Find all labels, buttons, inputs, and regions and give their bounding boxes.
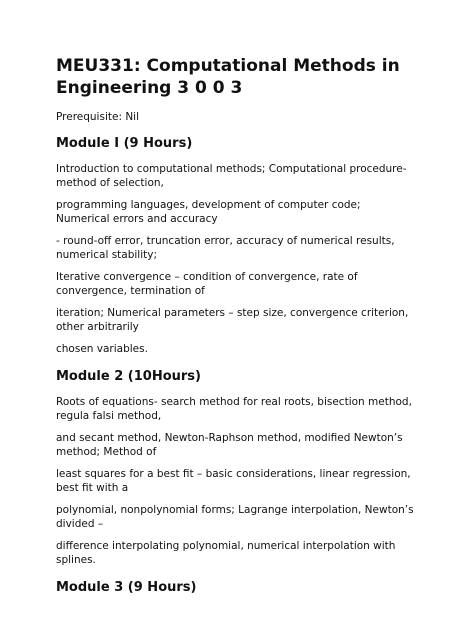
- module-paragraph: difference interpolating polynomial, numerical interpolation with splines.: [56, 540, 396, 566]
- module-paragraph: - round-off error, truncation error, accuracy of numerical results, numerical stability;: [56, 235, 395, 261]
- module-paragraph: polynomial, nonpolynomial forms; Lagrange interpolation, Newton’s divided –: [56, 504, 414, 530]
- module-paragraph: Roots of equations- search method for real roots, bisection method, regula falsi method,: [56, 396, 412, 422]
- module-paragraph: Introduction to computational methods; Computational procedure-method of selection,: [56, 163, 407, 189]
- module-heading: Module I (9 Hours): [56, 136, 193, 151]
- prerequisite-text: Prerequisite: Nil: [56, 111, 140, 123]
- module-paragraph: and secant method, Newton-Raphson method, modified Newton’s method; Method of: [56, 432, 403, 458]
- module-paragraph: programming languages, development of computer code; Numerical errors and accuracy: [56, 199, 361, 225]
- module-3: [56, 579, 416, 596]
- module-paragraph: iteration; Numerical parameters – step size, convergence criterion, other arbitrarily: [56, 307, 409, 333]
- module-paragraph: Iterative convergence – condition of convergence, rate of convergence, termination of: [56, 271, 358, 297]
- document-title: MEU331: Computational Methods in Engineering 3 0 0 3: [56, 56, 400, 98]
- module-1: [56, 135, 416, 356]
- module-paragraph: least squares for a best fit – basic considerations, linear regression, best fit with a: [56, 468, 411, 494]
- document-page: [56, 55, 416, 608]
- module-2: [56, 368, 416, 567]
- module-heading: Module 2 (10Hours): [56, 369, 201, 384]
- module-heading: Module 3 (9 Hours): [56, 580, 197, 595]
- module-paragraph: chosen variables.: [56, 343, 148, 355]
